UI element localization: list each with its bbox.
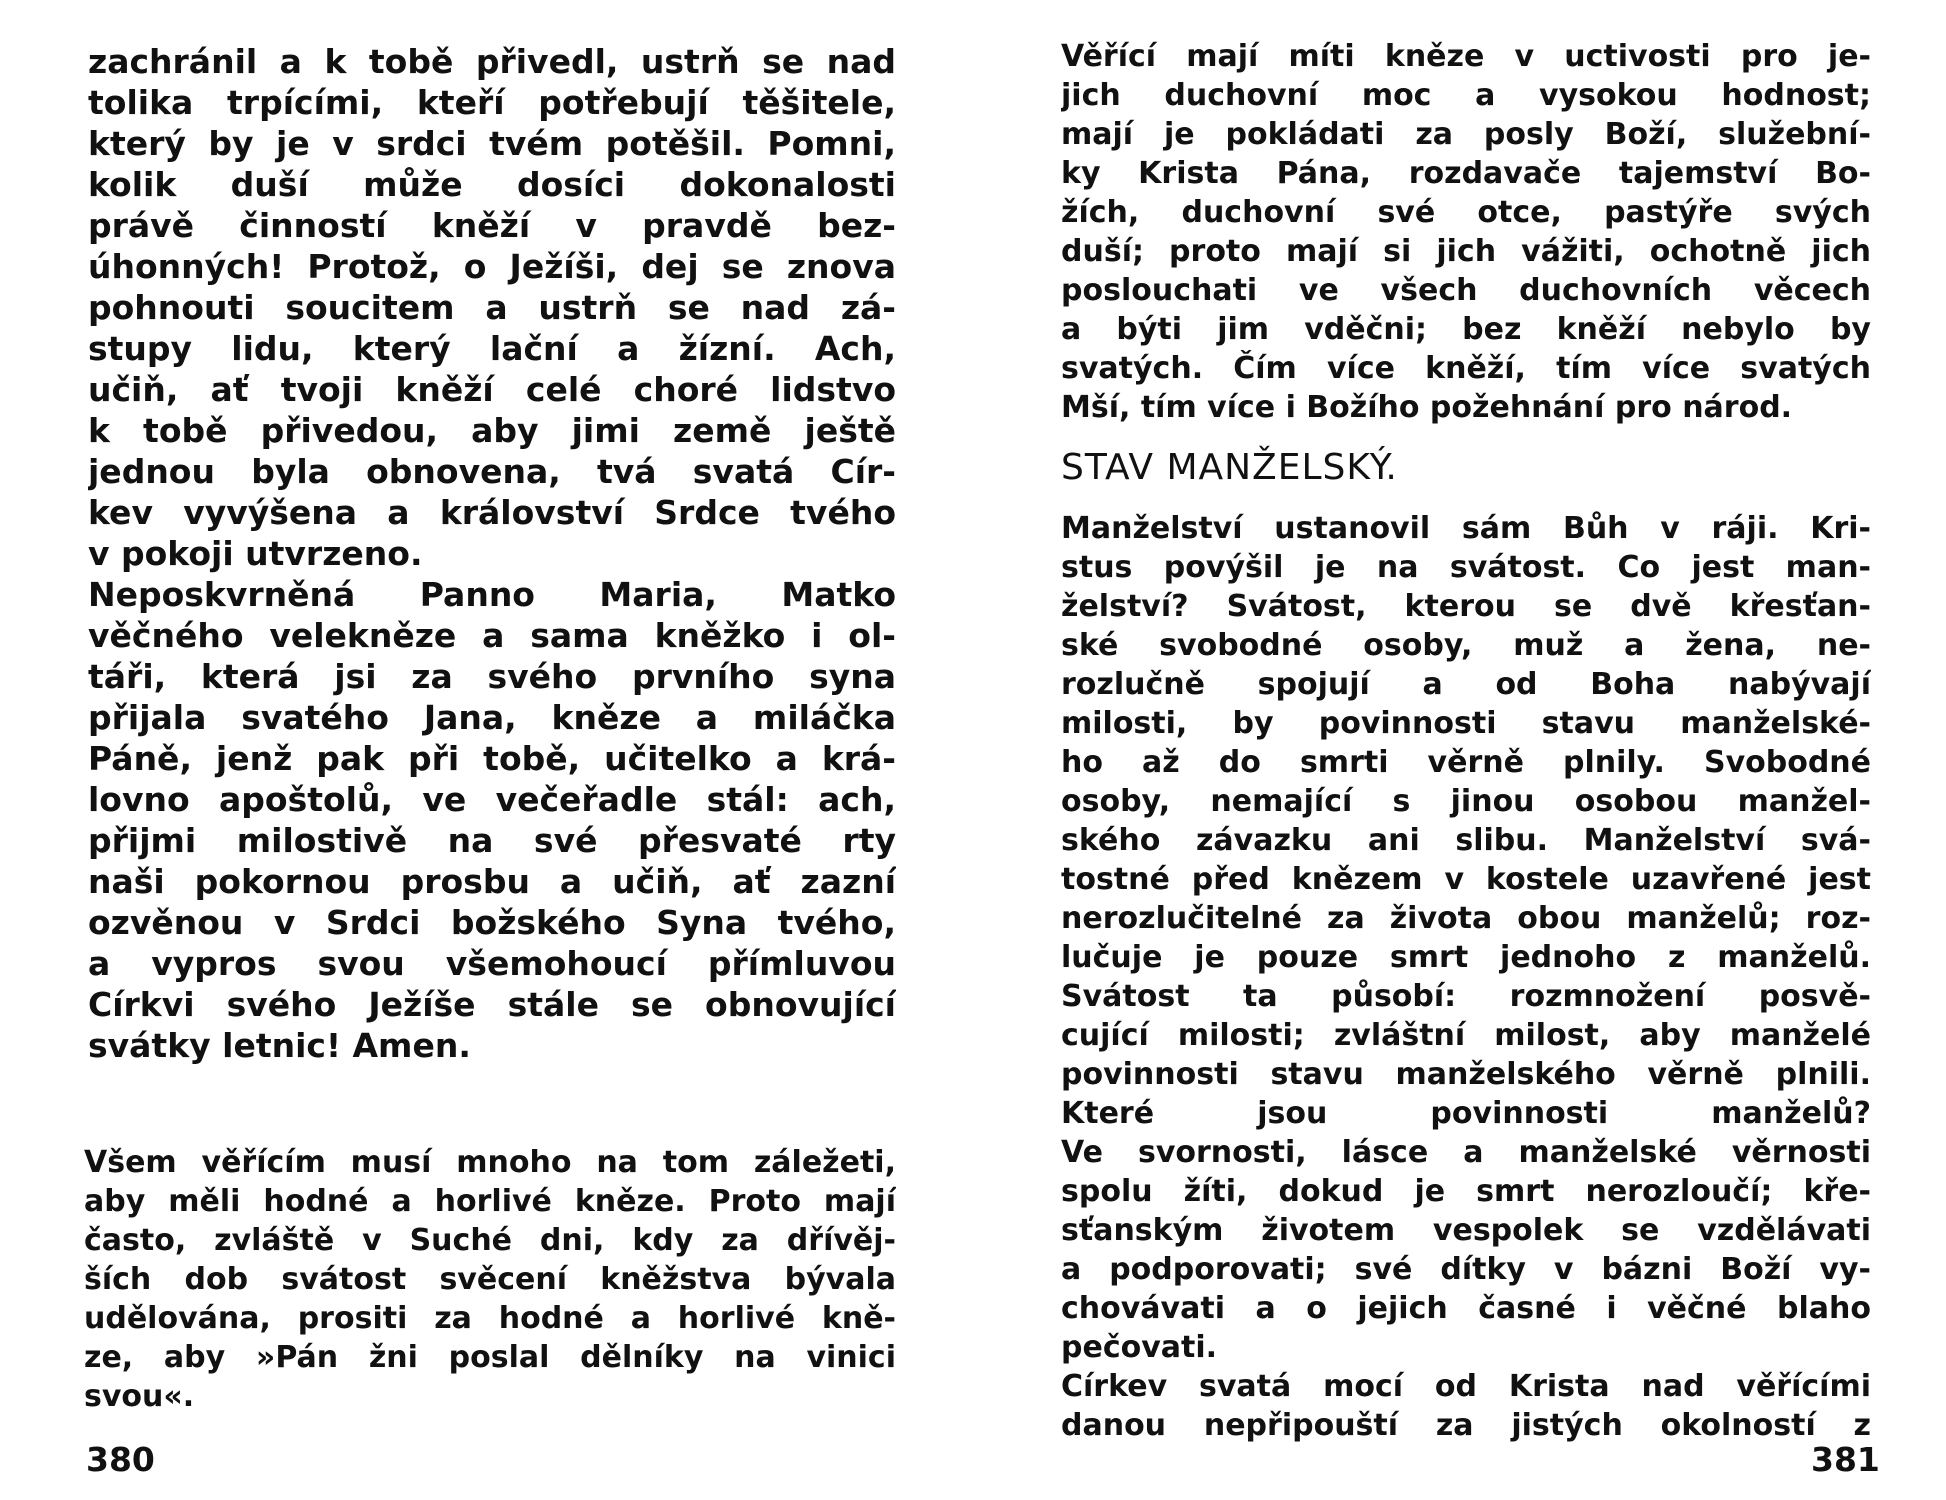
- text-line: Věřící mají míti kněze v uctivosti pro je-: [1061, 39, 1871, 74]
- text-line: sťanským životem vespolek se vzdělávati: [1061, 1213, 1871, 1248]
- text-line: nerozlučitelné za života obou manželů; roz-: [1061, 901, 1871, 936]
- text-line: želství? Svátost, kterou se dvě křesťan-: [1061, 589, 1871, 624]
- text-line: Které jsou povinnosti manželů?: [1061, 1096, 1871, 1131]
- left-paragraph-3: [84, 1143, 896, 1416]
- text-line: tolika trpícími, kteří potřebují těšitele,: [88, 83, 896, 122]
- text-line: jednou byla obnovena, tvá svatá Cír-: [88, 452, 896, 491]
- page-number: 380: [86, 1440, 155, 1479]
- text-line: osoby, nemající s jinou osobou manžel-: [1061, 784, 1871, 819]
- text-line: pečovati.: [1061, 1330, 1218, 1365]
- text-line: táři, která jsi za svého prvního syna: [88, 657, 896, 696]
- text-line: svatých. Čím více kněží, tím více svatých: [1061, 351, 1871, 386]
- text-line: lovno apoštolů, ve večeřadle stál: ach,: [88, 780, 896, 819]
- text-line: cující milosti; zvláštní milost, aby manželé: [1061, 1018, 1871, 1053]
- text-line: rozlučně spojují a od Boha nabývají: [1061, 667, 1871, 702]
- text-line: úhonných! Protož, o Ježíši, dej se znova: [88, 247, 896, 286]
- text-line: přijala svatého Jana, kněze a miláčka: [88, 698, 896, 737]
- text-line: ského závazku ani slibu. Manželství svá-: [1061, 823, 1871, 858]
- text-line: mají je pokládati za posly Boží, služební-: [1061, 117, 1871, 152]
- text-line: ho až do smrti věrně plnily. Svobodné: [1061, 745, 1871, 780]
- text-line: aby měli hodné a horlivé kněze. Proto mají: [84, 1184, 896, 1219]
- text-line: často, zvláště v Suché dni, kdy za dřívěj-: [84, 1223, 896, 1258]
- text-line: povinnosti stavu manželského věrně plnili.: [1061, 1057, 1871, 1092]
- text-line: naši pokornou prosbu a učiň, ať zazní: [88, 862, 896, 901]
- text-line: udělována, prositi za hodné a horlivé kně-: [84, 1301, 896, 1336]
- section-heading: STAV MANŽELSKÝ.: [1061, 447, 1398, 488]
- text-line: stupy lidu, který lační a žízní. Ach,: [88, 329, 896, 368]
- text-line: a býti jim vděčni; bez kněží nebylo by: [1061, 312, 1871, 347]
- text-line: který by je v srdci tvém potěšil. Pomni,: [88, 124, 896, 163]
- text-line: ské svobodné osoby, muž a žena, ne-: [1061, 628, 1871, 663]
- text-line: spolu žíti, dokud je smrt nerozloučí; kře-: [1061, 1174, 1871, 1209]
- right-paragraph-1: [1061, 37, 1871, 427]
- page-number: 381: [1811, 1440, 1880, 1479]
- text-line: Všem věřícím musí mnoho na tom záležeti,: [84, 1145, 896, 1180]
- text-line: Církvi svého Ježíše stále se obnovující: [88, 985, 896, 1024]
- text-line: kolik duší může dosíci dokonalosti: [88, 165, 896, 204]
- text-line: jich duchovní moc a vysokou hodnost;: [1061, 78, 1871, 113]
- text-line: věčného velekněze a sama kněžko i ol-: [88, 616, 896, 655]
- text-line: chovávati a o jejich časné i věčné blaho: [1061, 1291, 1871, 1326]
- text-line: danou nepřipouští za jistých okolností z: [1061, 1408, 1871, 1443]
- text-line: ozvěnou v Srdci božského Syna tvého,: [88, 903, 896, 942]
- right-paragraph-3: [1061, 1367, 1871, 1445]
- text-line: tostné před knězem v kostele uzavřené jest: [1061, 862, 1871, 897]
- text-line: duší; proto mají si jich vážiti, ochotně jich: [1061, 234, 1871, 269]
- left-paragraph-1: [88, 41, 896, 574]
- text-line: Neposkvrněná Panno Maria, Matko: [88, 575, 896, 614]
- text-line: ky Krista Pána, rozdavače tajemství Bo-: [1061, 156, 1871, 191]
- text-line: svou«.: [84, 1379, 195, 1414]
- text-line: stus povýšil je na svátost. Co jest man-: [1061, 550, 1871, 585]
- text-line: pohnouti soucitem a ustrň se nad zá-: [88, 288, 896, 327]
- text-line: k tobě přivedou, aby jimi země ještě: [88, 411, 896, 450]
- text-line: učiň, ať tvoji kněží celé choré lidstvo: [88, 370, 896, 409]
- text-line: ších dob svátost svěcení kněžstva bývala: [84, 1262, 896, 1297]
- text-line: v pokoji utvrzeno.: [88, 534, 423, 573]
- text-line: a podporovati; své dítky v bázni Boží vy-: [1061, 1252, 1871, 1287]
- text-line: Manželství ustanovil sám Bůh v ráji. Kri-: [1061, 511, 1871, 546]
- text-line: zachránil a k tobě přivedl, ustrň se nad: [88, 42, 896, 81]
- text-line: Svátost ta působí: rozmnožení posvě-: [1061, 979, 1871, 1014]
- text-line: přijmi milostivě na své přesvaté rty: [88, 821, 896, 860]
- text-line: a vypros svou všemohoucí přímluvou: [88, 944, 896, 983]
- text-line: Ve svornosti, lásce a manželské věrnosti: [1061, 1135, 1871, 1170]
- text-line: lučuje je pouze smrt jednoho z manželů.: [1061, 940, 1871, 975]
- text-line: kev vyvýšena a království Srdce tvého: [88, 493, 896, 532]
- text-line: milosti, by povinnosti stavu manželské-: [1061, 706, 1871, 741]
- text-line: ze, aby »Pán žni poslal dělníky na vinici: [84, 1340, 896, 1375]
- text-line: svátky letnic! Amen.: [88, 1026, 471, 1065]
- text-line: Mší, tím více i Božího požehnání pro národ.: [1061, 390, 1793, 425]
- text-line: poslouchati ve všech duchovních věcech: [1061, 273, 1871, 308]
- text-line: právě činností kněží v pravdě bez-: [88, 206, 896, 245]
- text-line: Páně, jenž pak při tobě, učitelko a krá-: [88, 739, 896, 778]
- right-page: [973, 0, 1946, 1500]
- right-paragraph-2: [1061, 509, 1871, 1367]
- text-line: žích, duchovní své otce, pastýře svých: [1061, 195, 1871, 230]
- left-paragraph-2: [88, 574, 896, 1066]
- text-line: Církev svatá mocí od Krista nad věřícími: [1061, 1369, 1871, 1404]
